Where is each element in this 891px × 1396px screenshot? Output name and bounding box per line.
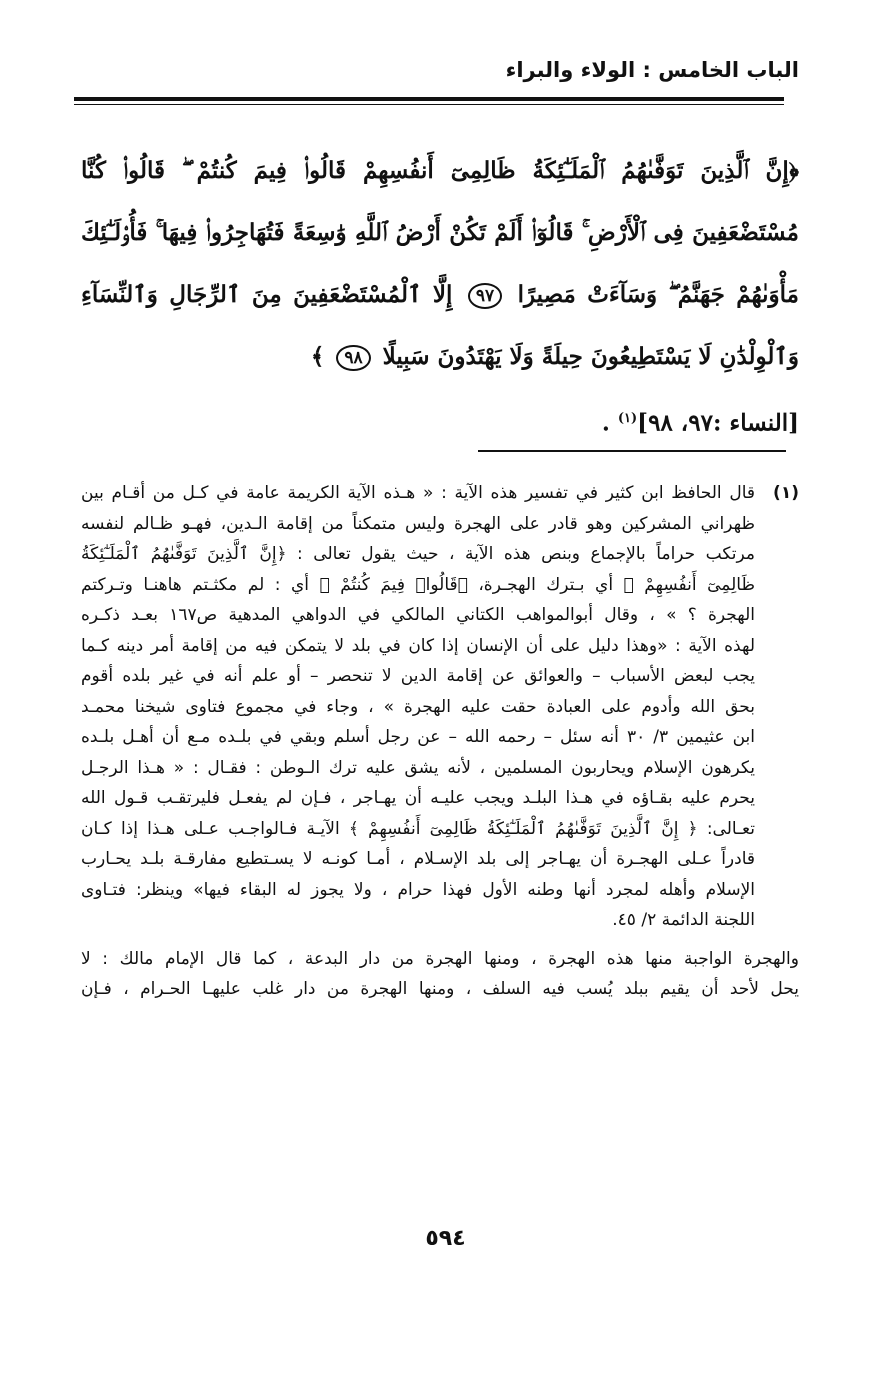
footnote-line: ظَالِمِىٓ أَنفُسِهِمْ ﴾ أي بـترك الهجـرة، ﴿قَالُوا۟ فِيمَ كُنتُمْ ﴾ أي : لم مكثـتم هاهنـا وتـركتم bbox=[81, 574, 755, 595]
running-header: الباب الخامس : الولاء والبراء bbox=[505, 58, 799, 82]
footnote-line: تعـالى: ﴿ إِنَّ ٱلَّذِينَ تَوَفَّىٰهُمُ ٱلْمَلَـٰٓئِكَةُ ظَالِمِىٓ أَنفُسِهِمْ ﴾ الآيـة فـالواجـب عـلى هـذا إذا كـان bbox=[81, 818, 755, 839]
footnote-line: الإسلام وأهله لمجرد أنها وطنه الأول فهذا حرام ، ولا يجوز له البقاء فيها» وينظر: فتـاوى bbox=[81, 879, 755, 900]
quran-close-bracket: ﴾ bbox=[310, 343, 325, 370]
verse-citation: [النساء :٩٧، ٩٨] bbox=[637, 409, 799, 437]
footnote-line: مرتكب حراماً بالإجماع وبنص هذه الآية ، حيث يقول تعالى : ﴿إِنَّ ٱلَّذِينَ تَوَفَّىٰهُمُ ٱلْمَلَـٰٓئِكَةُ bbox=[81, 544, 755, 564]
footnote-line: الهجرة ؟ » ، وقال أبوالمواهب الكتاني المالكي في الدواهي المدهية ص١٦٧ بعـد ذكـره bbox=[81, 605, 756, 625]
footnote-line: قادراً عـلى الهجـرة أن يهـاجر إلى بلد الإسـلام ، أمـا كونـه لا يسـتطيع مفارقـة بلـد يحـارب bbox=[81, 849, 755, 869]
footnote bbox=[81, 478, 799, 936]
verse-end: . bbox=[601, 409, 618, 437]
continuation-line: والهجرة الواجبة منها هذه الهجرة ، ومنها الهجرة من دار البدعة ، كما قال الإمام مالك : لا bbox=[81, 948, 799, 969]
footnote-line: ظهراني المشركين وهو قادر على الهجرة وليس متمكناً من إقامة الـدين، فهـو ظـالم لنفسه bbox=[81, 513, 755, 534]
quran-line: ٱلْمُسْتَضْعَفِينَ مِنَ ٱلرِّجَالِ وَٱلنِّسَآءِ وَٱلْوِلْدَٰنِ لَا يَسْتَطِيعُونَ حِيلَةً وَلَا يَهْتَدُونَ سَبِيلًا bbox=[81, 281, 799, 370]
quran-word: إِلَّا bbox=[432, 281, 453, 308]
footnote-reference: (١) bbox=[617, 411, 638, 426]
page-number: ٥٩٤ bbox=[425, 1226, 466, 1251]
footnote-line: يجب لبعض الأسباب – والعوائق عن إقامة الدين لا تنحصر – أو علم أنه في غير بلده أقوم bbox=[81, 666, 755, 686]
quran-line: ﴿إِنَّ ٱلَّذِينَ تَوَفَّىٰهُمُ ٱلْمَلَـٰٓئِكَةُ ظَالِمِىٓ أَنفُسِهِمْ قَالُوا۟ فِيمَ كُنتُمْ ۖ قَالُوا۟ كُنَّا مُسْتَضْعَفِينَ فِى ٱلْأَرْضِ ۚ bbox=[81, 157, 799, 246]
ayah-number-marker: ٩٨ bbox=[336, 345, 370, 371]
footnote-line: اللجنة الدائمة ٢/ ٤٥. bbox=[612, 910, 755, 930]
footnote-number: (١) bbox=[773, 483, 799, 503]
quran-verse-block bbox=[81, 140, 799, 455]
footnote-line: قال الحافظ ابن كثير في تفسير هذه الآية : « هـذه الآية الكريمة عامة في كـل من أقـام بين bbox=[81, 483, 755, 503]
footnote-continuation bbox=[81, 944, 799, 1005]
footnote-line: لهذه الآية : «وهذا دليل على أن الإنسان إذا كان في بلد لا يتمكن فيه من إقامة أمر دينه كـما bbox=[81, 635, 755, 656]
footnote-body bbox=[81, 478, 755, 936]
footnote-line: يحرم عليه بقـاؤه في هـذا البلـد ويجب عليـه أن يهـاجر ، فـإن لم يفعـل فليرتقـب قـول الله bbox=[81, 788, 755, 808]
quran-line: قَالُوٓا۟ أَلَمْ تَكُنْ أَرْضُ ٱللَّهِ وَٰسِعَةً فَتُهَاجِرُوا۟ فِيهَا ۚ فَأُو۟لَـٰٓئِكَ مَأْوَىٰهُمْ جَهَنَّمُ ۖ وَسَآءَتْ مَصِيرًا bbox=[81, 219, 799, 308]
footnote-separator bbox=[478, 450, 786, 452]
footnote-line: ابن عثيمين ٣/ ٣٠ أنه سئل – رحمه الله – عن رجل أسلم وبقي في بلـده مـع أن أهـل بلـده bbox=[81, 727, 755, 747]
footnote-line: بحق الله وأدوم على العبادة حقت عليه الهجرة » ، وجاء في مجموع فتاوى شيخنا محمـد bbox=[81, 696, 755, 717]
footnotes-section bbox=[81, 478, 799, 1005]
header-rule-thin bbox=[74, 104, 784, 105]
continuation-line: يحل لأحد أن يقيم ببلد يُسب فيه السلف ، ومنها الهجرة من دار غلب عليهـا الحـرام ، فـإن bbox=[81, 979, 799, 999]
ayah-number-marker: ٩٧ bbox=[468, 283, 502, 309]
footnote-line: يكرهون الإسلام ويحاربون المسلمين ، لأنه يشق عليه ترك الـوطن : فقـال : « هـذا الرجـل bbox=[81, 757, 755, 778]
header-rule-thick bbox=[74, 97, 784, 101]
